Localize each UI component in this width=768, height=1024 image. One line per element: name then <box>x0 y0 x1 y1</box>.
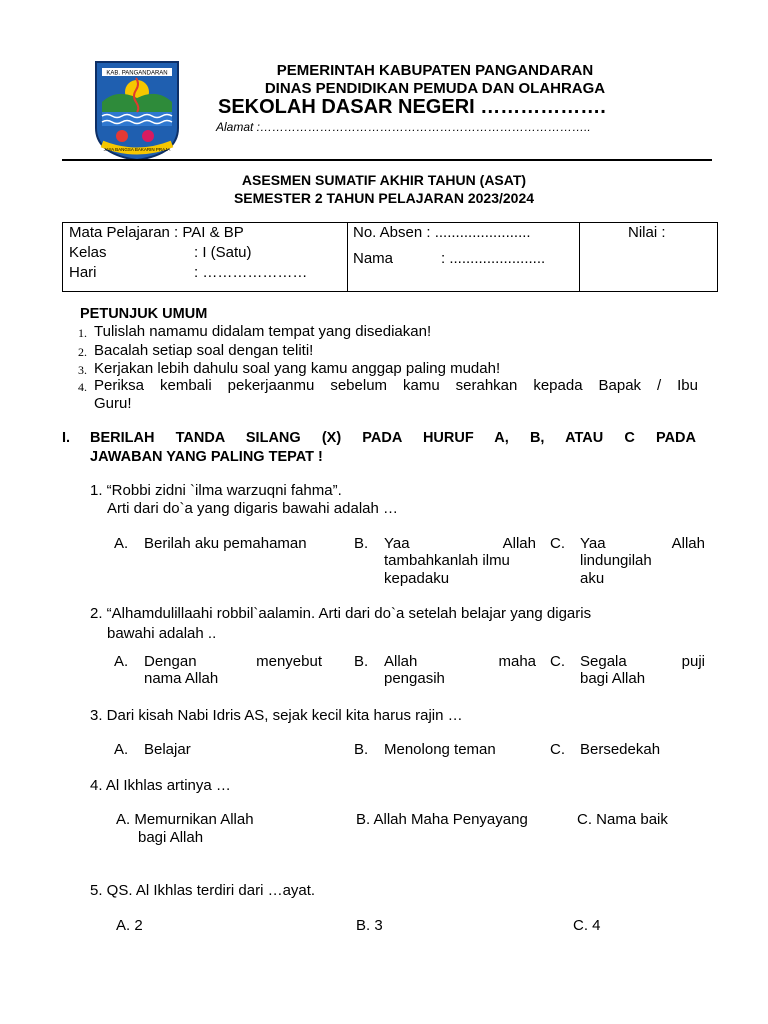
q4-option-a-line-1[interactable]: A. Memurnikan Allah <box>116 811 254 828</box>
q4-option-b[interactable]: B. Allah Maha Penyayang <box>356 811 528 828</box>
instructions-title: PETUNJUK UMUM <box>80 306 208 322</box>
identity-middle-cell <box>347 223 580 291</box>
regency-logo <box>92 58 182 162</box>
dept-name: DINAS PENDIDIKAN PEMUDA DAN OLAHRAGA <box>264 80 606 97</box>
q2-option-c-line-1[interactable]: Segala puji <box>580 653 705 670</box>
q2-option-a-line-2[interactable]: nama Allah <box>144 670 219 687</box>
logo-top-text: KAB. PANGANDARAN <box>106 70 168 77</box>
logo-motto-text: JAYA BANGSA BAKARIN PRAJA <box>103 147 171 152</box>
instruction-item-continuation: Guru! <box>94 395 132 412</box>
score-field: Nilai : <box>628 224 666 241</box>
q2-option-b-line-1[interactable]: Allah maha <box>384 653 536 670</box>
header-divider <box>62 159 712 161</box>
q4-option-c[interactable]: C. Nama baik <box>577 811 668 828</box>
q1-option-b-line-1[interactable]: Yaa Allah <box>384 535 536 552</box>
address-line: Alamat :……………………………………………………………………….. <box>216 120 591 134</box>
exam-title: ASESMEN SUMATIF AKHIR TAHUN (ASAT) <box>241 172 527 188</box>
question-3: 3. Dari kisah Nabi Idris AS, sejak kecil kita harus rajin … <box>90 707 463 724</box>
name-label: Nama <box>353 250 394 267</box>
gov-name: PEMERINTAH KABUPATEN PANGANDARAN <box>276 62 594 79</box>
q1-option-b-line-3[interactable]: kepadaku <box>384 570 450 587</box>
question-5: 5. QS. Al Ikhlas terdiri dari …ayat. <box>90 882 316 899</box>
question-2: 2. “Alhamdulillaahi robbil`aalamin. Arti dari do`a setelah belajar yang digaris <box>90 605 592 622</box>
q3-option-c-letter[interactable]: C. <box>550 741 565 758</box>
question-4: 4. Al Ikhlas artinya … <box>90 777 231 794</box>
q1-option-c-line-2[interactable]: lindungilah <box>580 552 652 569</box>
q2-option-a-letter[interactable]: A. <box>114 653 129 670</box>
q2-option-a-line-1[interactable]: Dengan menyebut <box>144 653 322 670</box>
q2-option-c-line-2[interactable]: bagi Allah <box>580 670 646 687</box>
class-value: : I (Satu) <box>194 244 252 261</box>
q1-option-c-line-1[interactable]: Yaa Allah <box>580 535 705 552</box>
q2-option-b-letter[interactable]: B. <box>354 653 369 670</box>
q3-option-b-letter[interactable]: B. <box>354 741 369 758</box>
q2-option-c-letter[interactable]: C. <box>550 653 565 670</box>
instruction-item: Periksa kembali pekerjaanmu sebelum kamu serahkan kepada Bapak / Ibu <box>94 377 698 394</box>
q1-option-b-letter[interactable]: B. <box>354 535 369 552</box>
identity-table <box>62 222 718 292</box>
question-1: 1. “Robbi zidni `ilma warzuqni fahma”. <box>90 482 342 499</box>
q1-option-b-line-2[interactable]: tambahkanlah ilmu <box>384 552 510 569</box>
q3-option-a[interactable]: Belajar <box>144 741 191 758</box>
q3-option-b[interactable]: Menolong teman <box>384 741 496 758</box>
subject-field: Mata Pelajaran : PAI & BP <box>69 224 244 241</box>
q1-option-c-letter[interactable]: C. <box>550 535 565 552</box>
question-1-line-2: Arti dari do`a yang digaris bawahi adalah … <box>107 500 398 517</box>
instruction-number: 4. <box>78 380 87 394</box>
q5-option-c[interactable]: C. 4 <box>573 917 601 934</box>
section-line-1: BERILAH TANDA SILANG (X) PADA HURUF A, B, ATAU C PADA <box>90 430 696 446</box>
q1-option-a-letter[interactable]: A. <box>114 535 129 552</box>
q5-option-a[interactable]: A. 2 <box>116 917 143 934</box>
instruction-number: 2. <box>78 345 87 359</box>
q1-option-a[interactable]: Berilah aku pemahaman <box>144 535 307 552</box>
exam-semester: SEMESTER 2 TAHUN PELAJARAN 2023/2024 <box>233 190 535 206</box>
class-label: Kelas <box>69 244 107 261</box>
instruction-number: 3. <box>78 363 87 377</box>
question-2-line-2: bawahi adalah .. <box>107 625 217 642</box>
day-label: Hari <box>69 264 97 281</box>
name-value: : ....................... <box>441 250 546 267</box>
identity-left-cell <box>63 223 348 291</box>
q1-option-c-line-3[interactable]: aku <box>580 570 605 587</box>
q2-option-b-line-2[interactable]: pengasih <box>384 670 445 687</box>
absent-number-field: No. Absen : ....................... <box>353 224 531 241</box>
section-number: I. <box>62 430 71 446</box>
instruction-number: 1. <box>78 326 87 340</box>
section-line-2: JAWABAN YANG PALING TEPAT ! <box>90 449 323 465</box>
q5-option-b[interactable]: B. 3 <box>356 917 383 934</box>
instruction-item: Kerjakan lebih dahulu soal yang kamu anggap paling mudah! <box>94 360 501 377</box>
q3-option-a-letter[interactable]: A. <box>114 741 129 758</box>
instruction-item: Tulislah namamu didalam tempat yang disediakan! <box>94 323 432 340</box>
school-name: SEKOLAH DASAR NEGERI ………………. <box>218 96 606 118</box>
instruction-item: Bacalah setiap soal dengan teliti! <box>94 342 314 359</box>
q4-option-a-line-2[interactable]: bagi Allah <box>138 829 204 846</box>
q3-option-c[interactable]: Bersedekah <box>580 741 661 758</box>
day-value: : ………………… <box>194 264 308 281</box>
